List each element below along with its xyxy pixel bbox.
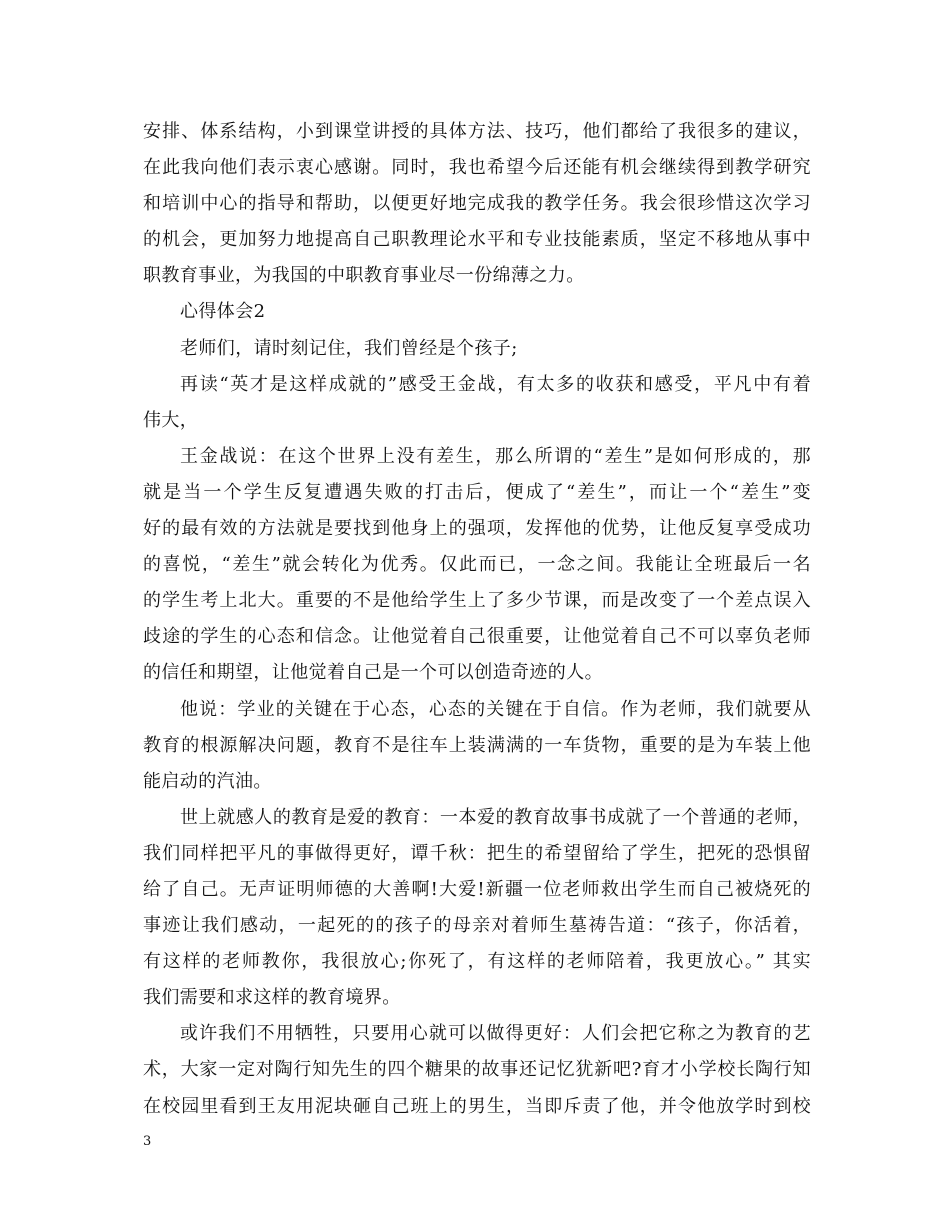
text-line: 世上就感人的教育是爱的教育：一本爱的教育故事书成就了一个普通的老师， bbox=[180, 806, 811, 828]
text-line: 好的最有效的方法就是要找到他身上的强项，发挥他的优势，让他反复享受成功 bbox=[143, 518, 811, 540]
text-line: 王金战说：在这个世界上没有差生，那么所谓的“差生”是如何形成的，那 bbox=[180, 445, 811, 467]
text-line: 伟大， bbox=[143, 409, 199, 431]
text-line: 给了自己。无声证明师德的大善啊!大爱!新疆一位老师救出学生而自己被烧死的 bbox=[143, 878, 811, 900]
text-line: 我们需要和求这样的教育境界。 bbox=[143, 987, 401, 1009]
section-heading: 心得体会2 bbox=[180, 301, 266, 323]
text-line: 事迹让我们感动，一起死的的孩子的母亲对着师生墓祷告道：“孩子，你活着， bbox=[143, 915, 811, 937]
text-line: 我们同样把平凡的事做得更好，谭千秋：把生的希望留给了学生，把死的恐惧留 bbox=[143, 842, 811, 864]
page-number: 3 bbox=[143, 1134, 152, 1149]
text-line: 和培训中心的指导和帮助，以便更好地完成我的教学任务。我会很珍惜这次学习 bbox=[143, 193, 811, 215]
text-line: 在此我向他们表示衷心感谢。同时，我也希望今后还能有机会继续得到教学研究 bbox=[143, 157, 811, 179]
text-line: 再读“英才是这样成就的”感受王金战，有太多的收获和感受，平凡中有着 bbox=[180, 373, 811, 395]
text-line: 就是当一个学生反复遭遇失败的打击后，便成了“差生”，而让一个“差生”变 bbox=[143, 481, 811, 503]
text-line: 职教育事业，为我国的中职教育事业尽一份绵薄之力。 bbox=[143, 265, 585, 287]
text-line: 教育的根源解决问题，教育不是往车上装满满的一车货物，重要的是为车装上他 bbox=[143, 734, 811, 756]
text-line: 术，大家一定对陶行知先生的四个糖果的故事还记忆犹新吧?育才小学校长陶行知 bbox=[143, 1059, 811, 1081]
text-line: 或许我们不用牺牲，只要用心就可以做得更好：人们会把它称之为教育的艺 bbox=[180, 1023, 811, 1045]
text-line: 歧途的学生的心态和信念。让他觉着自己很重要，让他觉着自己不可以辜负老师 bbox=[143, 626, 811, 648]
text-line: 能启动的汽油。 bbox=[143, 770, 272, 792]
text-line: 的学生考上北大。重要的不是他给学生上了多少节课，而是改变了一个差点误入 bbox=[143, 590, 811, 612]
document-body bbox=[143, 114, 811, 1125]
text-line: 安排、体系结构，小到课堂讲授的具体方法、技巧，他们都给了我很多的建议， bbox=[143, 121, 811, 142]
text-line: 的信任和期望，让他觉着自己是一个可以创造奇迹的人。 bbox=[143, 662, 603, 684]
text-line: 老师们，请时刻记住，我们曾经是个孩子; bbox=[180, 337, 518, 359]
text-line: 的喜悦，“差生”就会转化为优秀。仅此而已，一念之间。我能让全班最后一名 bbox=[143, 554, 811, 576]
text-line: 的机会，更加努力地提高自己职教理论水平和专业技能素质，坚定不移地从事中 bbox=[143, 229, 811, 251]
text-line: 他说：学业的关键在于心态，心态的关键在于自信。作为老师，我们就要从 bbox=[180, 698, 811, 720]
text-line: 在校园里看到王友用泥块砸自己班上的男生，当即斥责了他，并令他放学时到校 bbox=[143, 1095, 811, 1117]
text-line: 有这样的老师教你，我很放心;你死了，有这样的老师陪着，我更放心。” 其实 bbox=[143, 951, 811, 973]
